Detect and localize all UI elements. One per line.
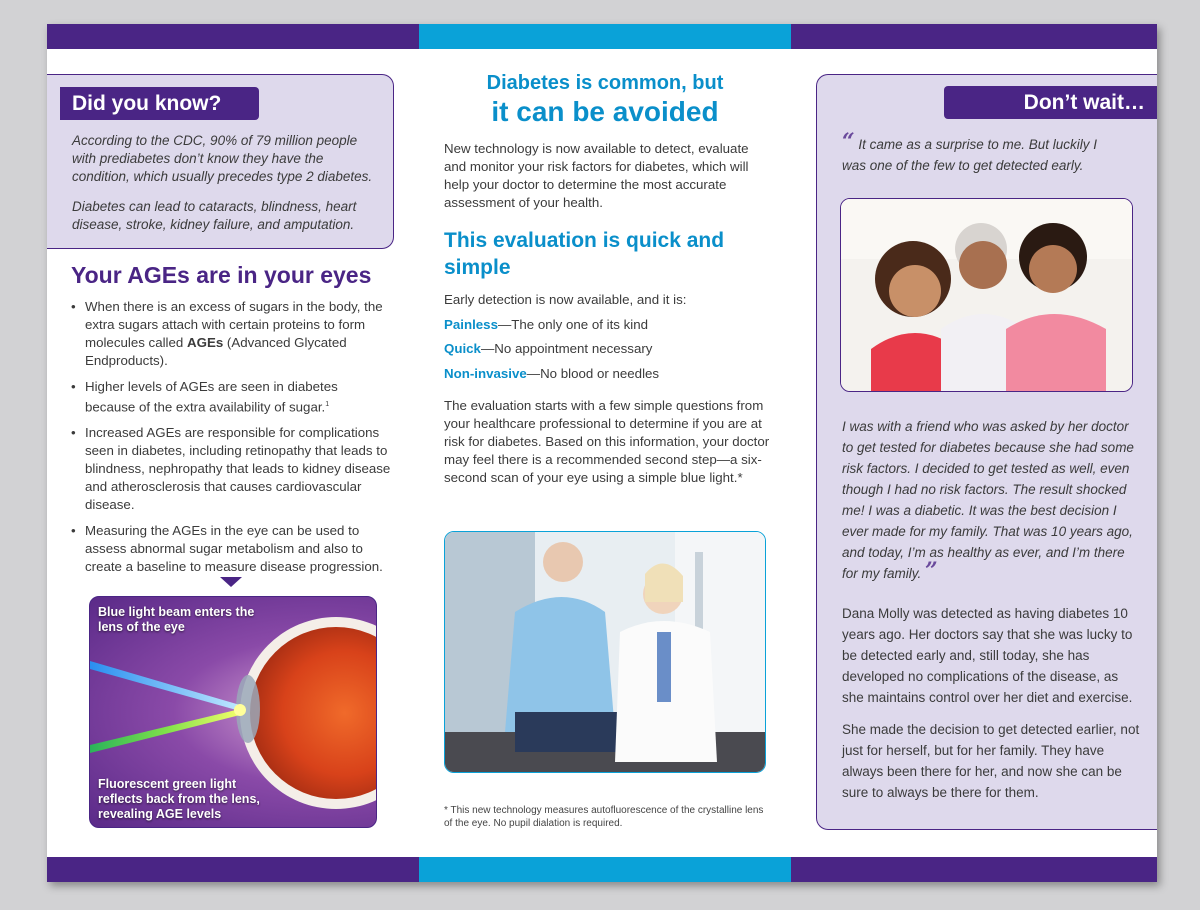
doctor-patient-illustration [445, 532, 766, 773]
band-segment-right [791, 857, 1157, 882]
close-quote-icon: ” [925, 558, 938, 584]
long-quote-text: I was with a friend who was asked by her doctor to get tested for diabetes because she had some risk factors. I decided to get tested as well, even though I had no risk factors. The result shocked me! I was a diabetic. It was the best decision I ever made for my family. That was 10 years ago, and today, I’m as healthy as ever, and I’m there for my family. [842, 419, 1134, 581]
bullet-text: When there is an excess of sugars in the body, the extra sugars attach with certain proteins to form molecules called [85, 299, 383, 350]
main-heading-line2: it can be avoided [491, 96, 719, 127]
intro-paragraph: New technology is now available to detect, evaluate and monitor your risk factors for diabetes, which will help your doctor to determine the most accurate assessment of your health. [444, 141, 749, 210]
doctor-patient-photo [444, 531, 766, 773]
band-segment-middle [419, 24, 791, 49]
band-segment-left [47, 24, 419, 49]
bullet-text: (Advanced Glycated Endproducts). [85, 335, 347, 368]
band-segment-left [47, 857, 419, 882]
feature-non-invasive [444, 366, 659, 381]
family-illustration [841, 199, 1133, 392]
brochure-sheet [47, 24, 1157, 882]
did-you-know-paragraph: Diabetes can lead to cataracts, blindness, heart disease, stroke, kidney failure, and amputation. [72, 199, 357, 232]
dont-wait-title: Don’t wait… [944, 86, 1157, 119]
bullet-item [71, 298, 391, 370]
open-quote-icon: “ [842, 129, 855, 155]
detection-intro: Early detection is now available, and it is: [444, 292, 687, 307]
short-quote [842, 129, 1112, 176]
feature-painless [444, 317, 648, 332]
family-photo [840, 198, 1133, 392]
band-segment-right [791, 24, 1157, 49]
green-light-beam [90, 709, 240, 753]
feature-desc: —The only one of its kind [497, 317, 649, 332]
ages-heading: Your AGEs are in your eyes [71, 262, 372, 288]
long-quote [842, 416, 1142, 584]
bullet-item [71, 378, 391, 416]
did-you-know-box [47, 74, 394, 249]
story-paragraph: She made the decision to get detected earlier, not just for herself, but for her family. They have always been there for her, and now she can be sure to always be there for them. [842, 722, 1140, 800]
did-you-know-title: Did you know? [60, 87, 259, 120]
feature-key: Quick [444, 341, 481, 356]
eye-caption-top: Blue light beam enters the lens of the eye [98, 605, 255, 634]
did-you-know-paragraph: According to the CDC, 90% of 79 million people with prediabetes don’t know they have the condition, which usually precedes type 2 diabetes. [72, 133, 373, 184]
feature-key: Non-invasive [444, 366, 527, 381]
footnote-ref: 1 [325, 401, 330, 408]
bullet-item: • Measuring the AGEs in the eye can be used to assess abnormal sugar metabolism and also to create a baseline to measure disease progression. [71, 522, 391, 576]
bullet-text: Higher levels of AGEs are seen in diabetes because of the extra availability of sugar. [85, 379, 338, 415]
feature-quick [444, 341, 652, 356]
short-quote-text: It came as a surprise to me. But luckily I was one of the few to get detected early. [842, 137, 1098, 173]
ages-bold-term: AGEs [187, 335, 224, 350]
bottom-color-band [47, 857, 1157, 882]
top-color-band [47, 24, 1157, 49]
main-heading-line1: Diabetes is common, but [486, 72, 724, 94]
blue-light-beam [90, 661, 240, 711]
did-you-know-text [72, 132, 382, 246]
footnote: * This new technology measures autofluorescence of the crystalline lens of the eye. No pupil dialation is required. [444, 805, 764, 829]
evaluation-subheading: This evaluation is quick and simple [444, 229, 725, 279]
eye-diagram [89, 596, 377, 828]
story-paragraph: Dana Molly was detected as having diabetes 10 years ago. Her doctors say that she was lucky to be detected early and, still today, she has developed no complications of the disease, as she maintains control over her diet and exercise. [842, 606, 1133, 705]
feature-desc: —No appointment necessary [480, 341, 653, 356]
focal-point [234, 704, 246, 716]
feature-desc: —No blood or needles [526, 366, 660, 381]
bullet-item: • Increased AGEs are responsible for complications seen in diabetes, including retinopathy that leads to blindness, nephropathy that leads to kidney disease and atherosclerosis that causes cardiovascular disease. [71, 424, 391, 514]
ages-bullet-list [71, 298, 391, 584]
down-arrow-icon [220, 577, 242, 587]
feature-key: Painless [444, 317, 498, 332]
band-segment-middle [419, 857, 791, 882]
evaluation-paragraph: The evaluation starts with a few simple questions from your healthcare professional to determine if you are at risk for diabetes. Based on this information, your doctor may feel there is a recommended second step—a six-second scan of your eye using a simple blue light.* [444, 398, 770, 485]
eye-caption-bottom: Fluorescent green light reflects back from the lens, revealing AGE levels [98, 777, 260, 821]
